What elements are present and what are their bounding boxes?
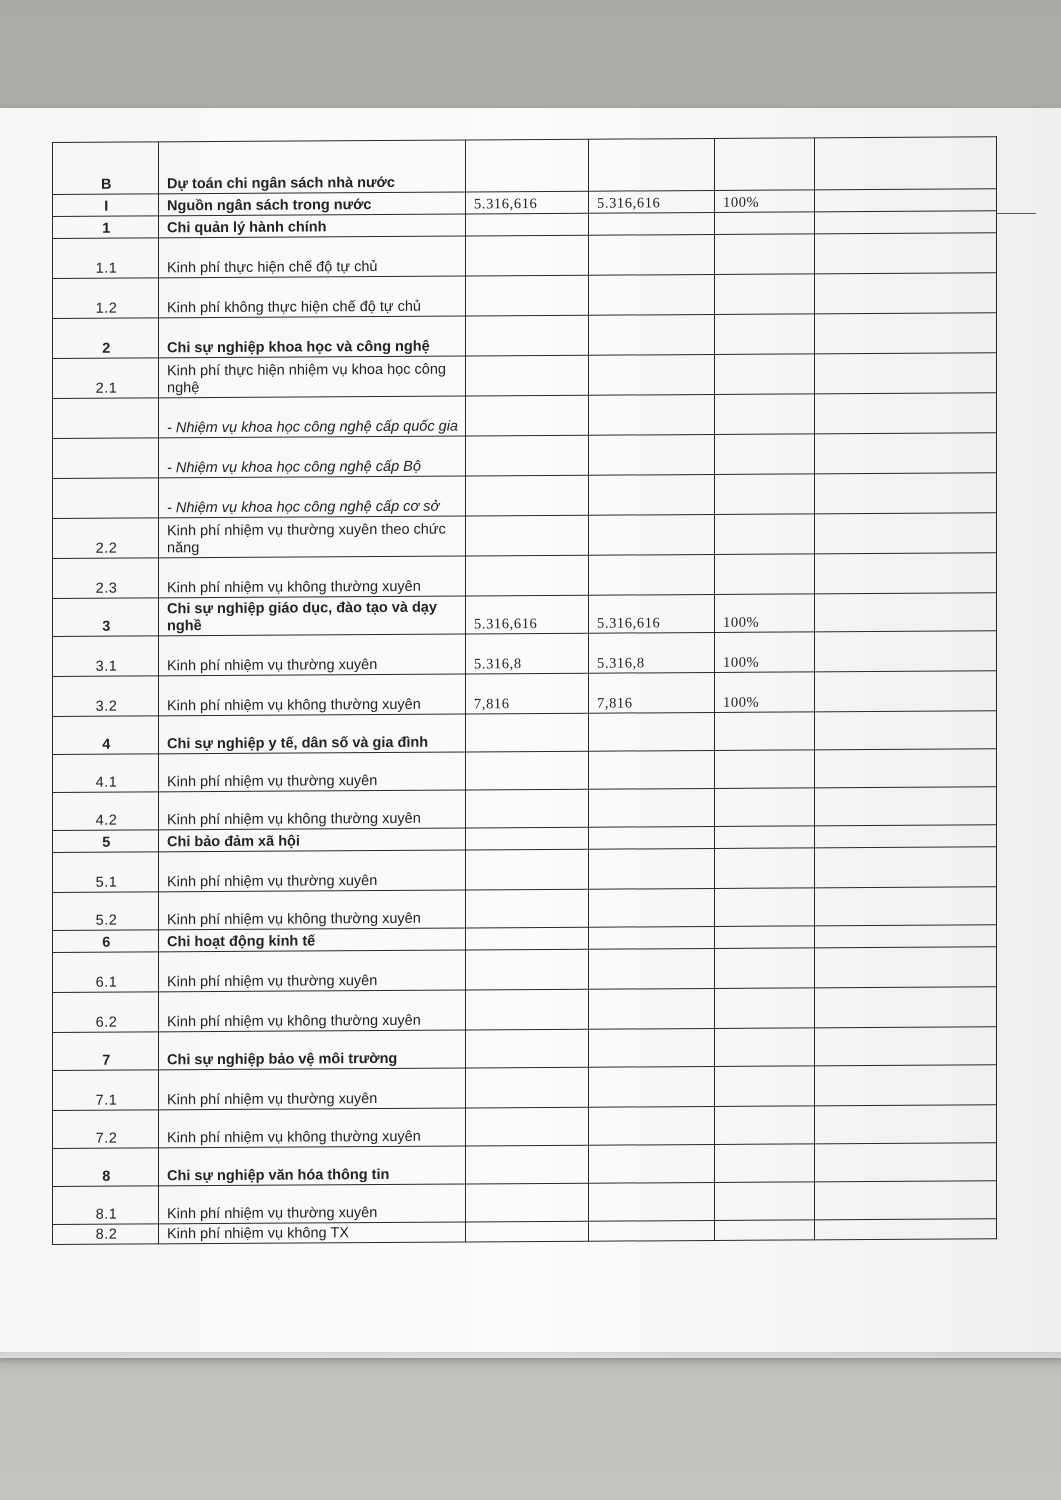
row-label: Chi sự nghiệp văn hóa thông tin — [159, 1146, 466, 1186]
table-row — [53, 1027, 997, 1071]
row-code: 7.2 — [53, 1110, 159, 1149]
row-label: Chi sự nghiệp khoa học và công nghệ — [159, 316, 466, 358]
ratio-value — [715, 474, 815, 515]
note-cell — [815, 671, 997, 712]
row-code: 8 — [53, 1148, 159, 1187]
note-cell — [815, 353, 997, 394]
row-label: Kinh phí nhiệm vụ không thường xuyên — [159, 674, 466, 716]
row-code: 4.1 — [53, 754, 159, 793]
row-label: Chi bảo đảm xã hội — [159, 828, 466, 852]
table-row — [53, 671, 997, 717]
actual-value — [589, 750, 715, 789]
actual-value — [589, 1028, 715, 1067]
row-code: 6.2 — [53, 992, 159, 1033]
note-cell — [815, 711, 997, 750]
table-row — [53, 473, 997, 519]
estimate-value: 7,816 — [466, 673, 589, 714]
ratio-value — [715, 514, 815, 555]
row-code: 5 — [53, 830, 159, 853]
table-row — [53, 433, 997, 479]
row-label: Kinh phí không thực hiện chế độ tự chủ — [159, 276, 466, 318]
actual-value: 5.316,616 — [589, 594, 715, 633]
table-row — [53, 1143, 997, 1187]
ratio-value — [715, 750, 815, 789]
note-cell — [815, 189, 997, 212]
row-label: Chi sự nghiệp giáo dục, đào tạo và dạy nghề — [159, 596, 466, 636]
ratio-value — [715, 988, 815, 1029]
actual-value: 5.316,8 — [589, 632, 715, 673]
note-cell — [815, 925, 997, 948]
estimate-value — [466, 1029, 589, 1068]
estimate-value: 5.316,616 — [466, 191, 589, 214]
estimate-value — [466, 713, 589, 752]
actual-value — [589, 394, 715, 435]
ratio-value — [715, 888, 815, 927]
row-label: Kinh phí nhiệm vụ thường xuyên — [159, 950, 466, 992]
actual-value — [589, 1220, 715, 1241]
row-code: 3 — [53, 598, 159, 637]
table-row — [53, 631, 997, 677]
actual-value — [589, 948, 715, 989]
table-row — [53, 787, 997, 831]
ratio-value — [715, 394, 815, 435]
table-row — [53, 847, 997, 893]
row-code: 7 — [53, 1032, 159, 1071]
ratio-value: 100% — [715, 190, 815, 213]
table-row — [53, 749, 997, 793]
note-cell — [815, 553, 997, 594]
actual-value — [589, 514, 715, 555]
ratio-value — [715, 848, 815, 889]
row-code: 3.1 — [53, 636, 159, 677]
row-label: Nguồn ngân sách trong nước — [159, 192, 466, 216]
note-cell — [815, 1027, 997, 1066]
note-cell — [815, 1143, 997, 1182]
table-row — [53, 1105, 997, 1149]
estimate-value — [466, 1221, 589, 1242]
row-code — [53, 438, 159, 479]
ratio-value — [715, 138, 815, 191]
ratio-value — [715, 1220, 815, 1241]
row-label: Kinh phí nhiệm vụ thường xuyên — [159, 634, 466, 676]
ratio-value — [715, 1028, 815, 1067]
ratio-value — [715, 234, 815, 275]
note-cell — [815, 631, 997, 672]
note-cell — [815, 1181, 997, 1220]
table-row — [53, 233, 997, 279]
note-cell — [815, 593, 997, 632]
table-row — [53, 1181, 997, 1225]
estimate-value — [466, 789, 589, 828]
actual-value — [589, 138, 715, 191]
paper-shadow — [0, 1352, 1061, 1372]
table-row — [53, 711, 997, 755]
table-row — [53, 553, 997, 599]
ratio-value — [715, 274, 815, 315]
row-label: Kinh phí nhiệm vụ không thường xuyên — [159, 890, 466, 930]
row-code: 8.1 — [53, 1186, 159, 1225]
ratio-value — [715, 314, 815, 355]
row-code: 5.2 — [53, 892, 159, 931]
actual-value — [589, 788, 715, 827]
table-row — [53, 313, 997, 359]
note-cell — [815, 1105, 997, 1144]
row-code: 4 — [53, 716, 159, 755]
ratio-value — [715, 788, 815, 827]
row-code: I — [53, 194, 159, 217]
ratio-value — [715, 354, 815, 395]
note-cell — [815, 211, 997, 234]
actual-value — [589, 474, 715, 515]
note-cell — [815, 825, 997, 848]
table-row — [53, 887, 997, 931]
row-code: 1.2 — [53, 278, 159, 319]
row-label: Kinh phí nhiệm vụ thường xuyên — [159, 1068, 466, 1110]
table-row — [53, 947, 997, 993]
row-code: 4.2 — [53, 792, 159, 831]
ratio-value — [715, 554, 815, 595]
row-label: Kinh phí nhiệm vụ thường xuyên — [159, 752, 466, 792]
note-cell — [815, 433, 997, 474]
row-code: 2.2 — [53, 518, 159, 559]
row-label: - Nhiệm vụ khoa học công nghệ cấp quốc gia — [159, 396, 466, 438]
table-row — [53, 273, 997, 319]
ratio-value — [715, 926, 815, 949]
note-cell — [815, 137, 997, 190]
actual-value — [589, 1066, 715, 1107]
ratio-value — [715, 1066, 815, 1107]
actual-value — [589, 826, 715, 849]
actual-value — [589, 554, 715, 595]
row-label: Kinh phí thực hiện chế độ tự chủ — [159, 236, 466, 278]
row-code: 1.1 — [53, 238, 159, 279]
row-label: Kinh phí nhiệm vụ không thường xuyên — [159, 556, 466, 598]
actual-value — [589, 1106, 715, 1145]
ratio-value — [715, 1144, 815, 1183]
note-cell — [815, 1065, 997, 1106]
row-code: 6 — [53, 930, 159, 953]
budget-table-body — [53, 137, 997, 1245]
note-cell — [815, 749, 997, 788]
actual-value: 5.316,616 — [589, 190, 715, 213]
estimate-value — [466, 315, 589, 356]
estimate-value: 5.316,616 — [466, 595, 589, 634]
actual-value — [589, 354, 715, 395]
estimate-value — [466, 555, 589, 596]
row-code: 3.2 — [53, 676, 159, 717]
ratio-value — [715, 948, 815, 989]
row-label: - Nhiệm vụ khoa học công nghệ cấp Bộ — [159, 436, 466, 478]
estimate-value — [466, 849, 589, 890]
row-label: Kinh phí nhiệm vụ không thường xuyên — [159, 990, 466, 1032]
row-code: 6.1 — [53, 952, 159, 993]
table-row — [53, 137, 997, 195]
table-row — [53, 393, 997, 439]
estimate-value — [466, 355, 589, 396]
note-cell — [815, 847, 997, 888]
ratio-value — [715, 826, 815, 849]
note-cell — [815, 947, 997, 988]
estimate-value — [466, 395, 589, 436]
actual-value — [589, 888, 715, 927]
table-row — [53, 1065, 997, 1111]
estimate-value — [466, 475, 589, 516]
ratio-value — [715, 1182, 815, 1221]
row-code: 2 — [53, 318, 159, 359]
ratio-value — [715, 434, 815, 475]
row-label: Kinh phí nhiệm vụ không thường xuyên — [159, 790, 466, 830]
table-row — [53, 987, 997, 1033]
actual-value — [589, 234, 715, 275]
estimate-value — [466, 1107, 589, 1146]
estimate-value: 5.316,8 — [466, 633, 589, 674]
estimate-value — [466, 275, 589, 316]
ratio-value: 100% — [715, 672, 815, 713]
ratio-value — [715, 712, 815, 751]
actual-value — [589, 274, 715, 315]
table-row — [53, 513, 997, 559]
row-label: Kinh phí nhiệm vụ thường xuyên — [159, 850, 466, 892]
row-label: Chi hoạt động kinh tế — [159, 928, 466, 952]
estimate-value — [466, 1145, 589, 1184]
note-cell — [815, 473, 997, 514]
table-row — [53, 593, 997, 637]
note-cell — [815, 1219, 997, 1240]
estimate-value — [466, 213, 589, 236]
actual-value — [589, 314, 715, 355]
estimate-value — [466, 751, 589, 790]
note-cell — [815, 273, 997, 314]
actual-value — [589, 848, 715, 889]
estimate-value — [466, 1067, 589, 1108]
ratio-value — [715, 1106, 815, 1145]
row-label: Chi sự nghiệp y tế, dân số và gia đình — [159, 714, 466, 754]
row-code: 8.2 — [53, 1224, 159, 1245]
row-code: 5.1 — [53, 852, 159, 893]
row-code: 2.3 — [53, 558, 159, 599]
actual-value — [589, 1182, 715, 1221]
estimate-value — [466, 235, 589, 276]
estimate-value — [466, 949, 589, 990]
row-code: 7.1 — [53, 1070, 159, 1111]
row-label: Kinh phí thực hiện nhiệm vụ khoa học công nghệ — [159, 356, 466, 398]
row-label: Kinh phí nhiệm vụ thường xuyên theo chức năng — [159, 516, 466, 558]
estimate-value — [466, 989, 589, 1030]
actual-value — [589, 434, 715, 475]
row-label: Kinh phí nhiệm vụ không thường xuyên — [159, 1108, 466, 1148]
row-label: Chi sự nghiệp bảo vệ môi trường — [159, 1030, 466, 1070]
note-cell — [815, 887, 997, 926]
row-code: 1 — [53, 216, 159, 239]
note-cell — [815, 513, 997, 554]
ratio-value: 100% — [715, 594, 815, 633]
row-label: - Nhiệm vụ khoa học công nghệ cấp cơ sở — [159, 476, 466, 518]
estimate-value — [466, 1183, 589, 1222]
row-label: Dự toán chi ngân sách nhà nước — [159, 140, 466, 194]
estimate-value — [466, 435, 589, 476]
note-cell — [815, 313, 997, 354]
note-cell — [815, 393, 997, 434]
ratio-value: 100% — [715, 632, 815, 673]
table-edge-mark — [996, 213, 1036, 214]
ratio-value — [715, 212, 815, 235]
estimate-value — [466, 515, 589, 556]
estimate-value — [466, 889, 589, 928]
estimate-value — [466, 927, 589, 950]
budget-table — [52, 136, 997, 1245]
estimate-value — [466, 827, 589, 850]
note-cell — [815, 987, 997, 1028]
actual-value — [589, 712, 715, 751]
actual-value — [589, 1144, 715, 1183]
note-cell — [815, 787, 997, 826]
row-code — [53, 478, 159, 519]
row-label: Chi quản lý hành chính — [159, 214, 466, 238]
row-code: 2.1 — [53, 358, 159, 399]
actual-value — [589, 212, 715, 235]
actual-value: 7,816 — [589, 672, 715, 713]
actual-value — [589, 988, 715, 1029]
row-label: Kinh phí nhiệm vụ không TX — [159, 1222, 466, 1244]
estimate-value — [466, 139, 589, 192]
row-code: B — [53, 142, 159, 195]
row-code — [53, 398, 159, 439]
actual-value — [589, 926, 715, 949]
table-row — [53, 353, 997, 399]
note-cell — [815, 233, 997, 274]
row-label: Kinh phí nhiệm vụ thường xuyên — [159, 1184, 466, 1224]
